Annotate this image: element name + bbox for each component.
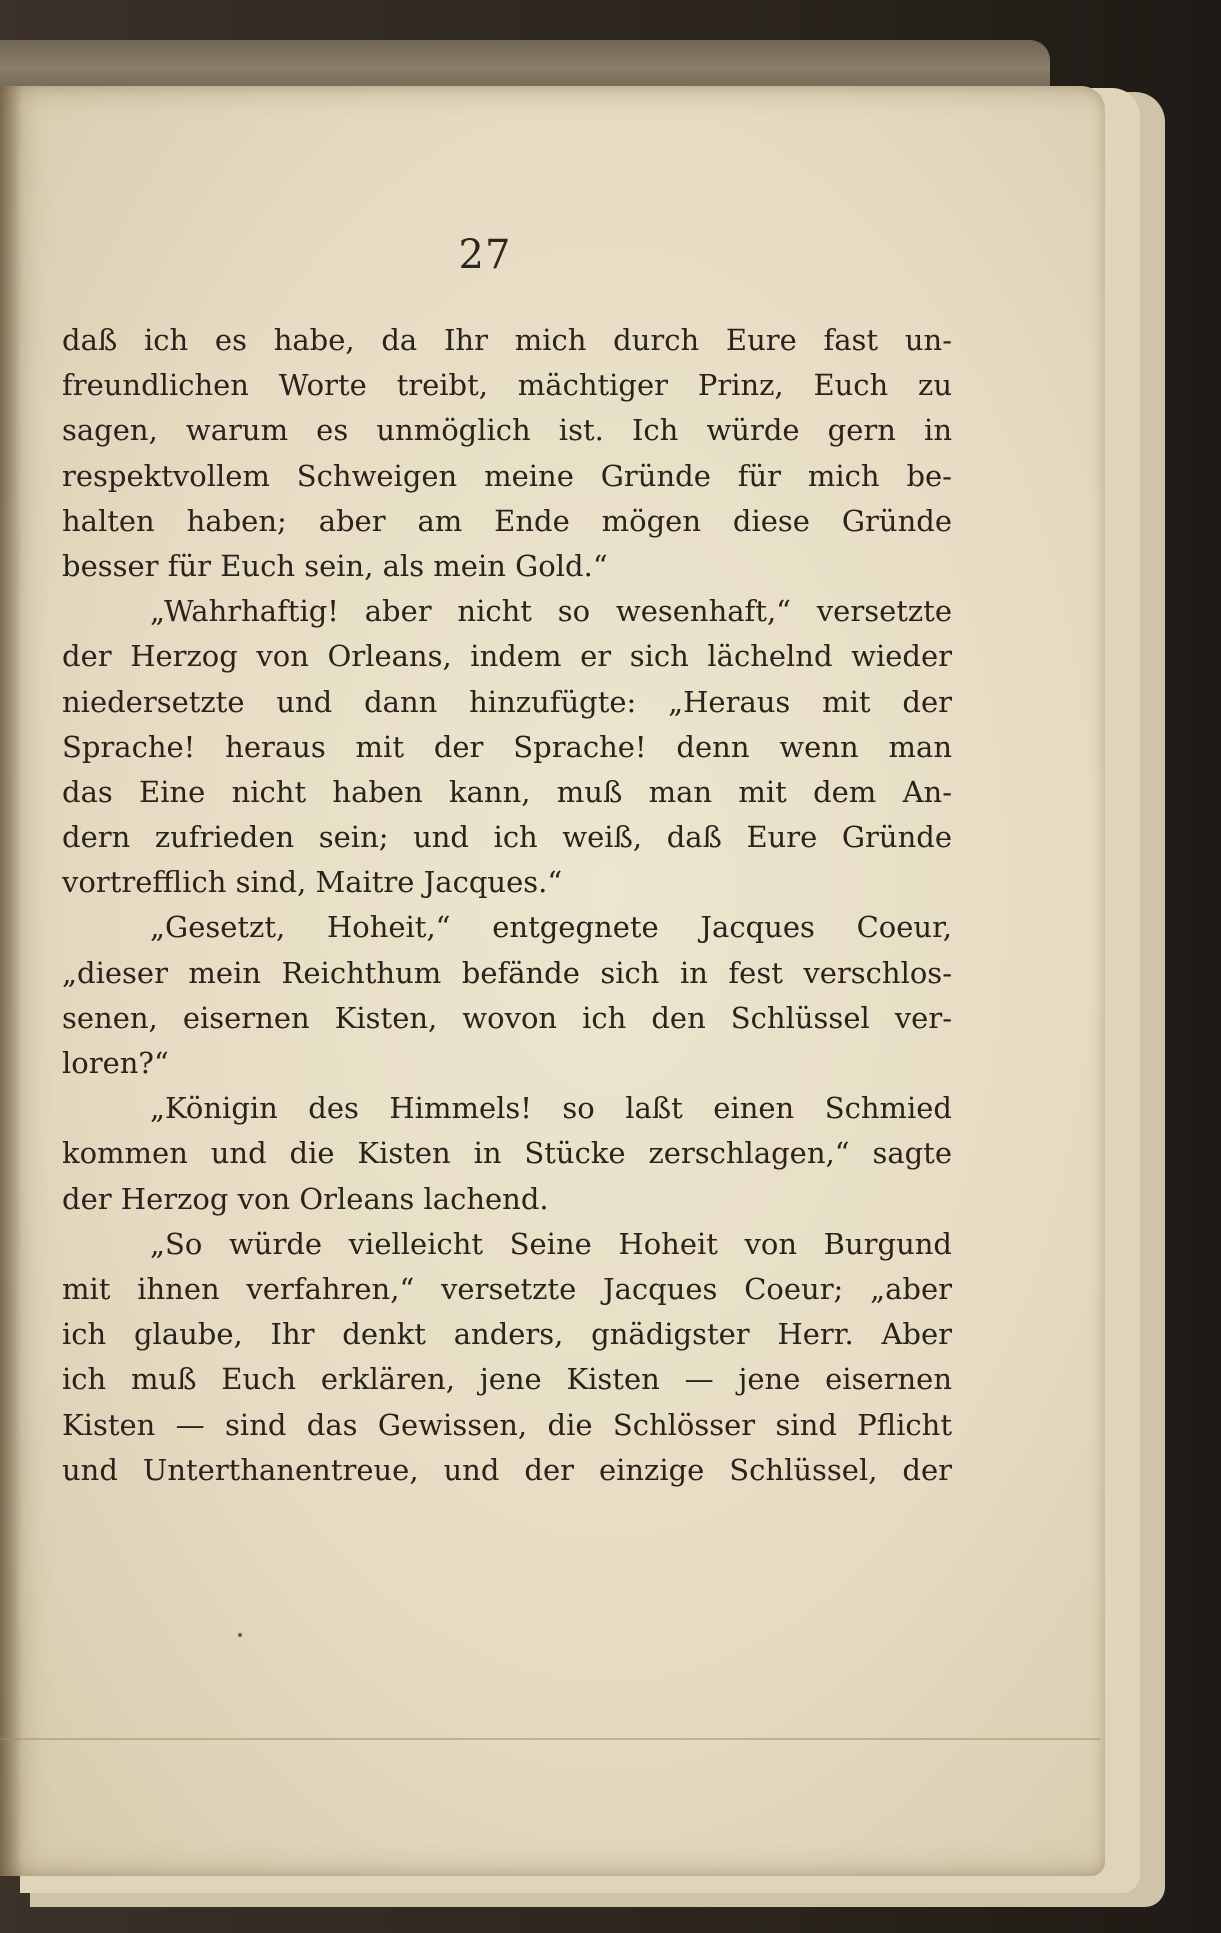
- text-line: ich glaube, Ihr denkt anders, gnädigster Herr. Aber: [62, 1317, 952, 1352]
- text-line: das Eine nicht haben kann, muß man mit dem An-: [62, 774, 952, 809]
- text-line: dern zufrieden sein; und ich weiß, daß Eure Gründe: [62, 820, 952, 855]
- paper-speck: [238, 1633, 242, 1637]
- body-text: [62, 318, 952, 1493]
- text-line: ich muß Euch erklären, jene Kisten — jene eisernen: [62, 1362, 952, 1397]
- text-line: „Königin des Himmels! so laßt einen Schmied: [150, 1091, 952, 1126]
- text-line: sagen, warum es unmöglich ist. Ich würde gern in: [62, 413, 952, 448]
- page-fold-line: [0, 1738, 1100, 1740]
- gutter-shadow: [0, 86, 22, 1876]
- text-line: der Herzog von Orleans lachend.: [62, 1181, 549, 1216]
- text-line: „dieser mein Reichthum befände sich in fest verschlos-: [62, 955, 952, 990]
- text-line: niedersetzte und dann hinzufügte: „Heraus mit der: [62, 684, 952, 719]
- text-line: kommen und die Kisten in Stücke zerschlagen,“ sagte: [62, 1136, 952, 1171]
- text-line: Sprache! heraus mit der Sprache! denn wenn man: [62, 729, 952, 764]
- text-line: respektvollem Schweigen meine Gründe für mich be-: [62, 458, 952, 493]
- text-line: der Herzog von Orleans, indem er sich lächelnd wieder: [62, 639, 952, 674]
- text-line: mit ihnen verfahren,“ versetzte Jacques Coeur; „aber: [62, 1271, 952, 1306]
- text-line: und Unterthanentreue, und der einzige Schlüssel, der: [62, 1452, 952, 1487]
- text-line: daß ich es habe, da Ihr mich durch Eure fast un-: [62, 323, 952, 357]
- text-line: besser für Euch sein, als mein Gold.“: [62, 548, 608, 583]
- text-line: freundlichen Worte treibt, mächtiger Prinz, Euch zu: [62, 368, 952, 403]
- text-line: Kisten — sind das Gewissen, die Schlösser sind Pflicht: [62, 1407, 952, 1442]
- text-line: „So würde vielleicht Seine Hoheit von Burgund: [150, 1226, 952, 1261]
- text-line: senen, eisernen Kisten, wovon ich den Schlüssel ver-: [62, 1000, 952, 1035]
- text-line: „Wahrhaftig! aber nicht so wesenhaft,“ versetzte: [150, 594, 952, 629]
- text-line: halten haben; aber am Ende mögen diese Gründe: [62, 503, 952, 538]
- text-line: „Gesetzt, Hoheit,“ entgegnete Jacques Coeur,: [150, 910, 952, 945]
- text-line: vortrefflich sind, Maitre Jacques.“: [62, 865, 563, 900]
- text-line: loren?“: [62, 1046, 169, 1080]
- page-number: 27: [458, 232, 512, 278]
